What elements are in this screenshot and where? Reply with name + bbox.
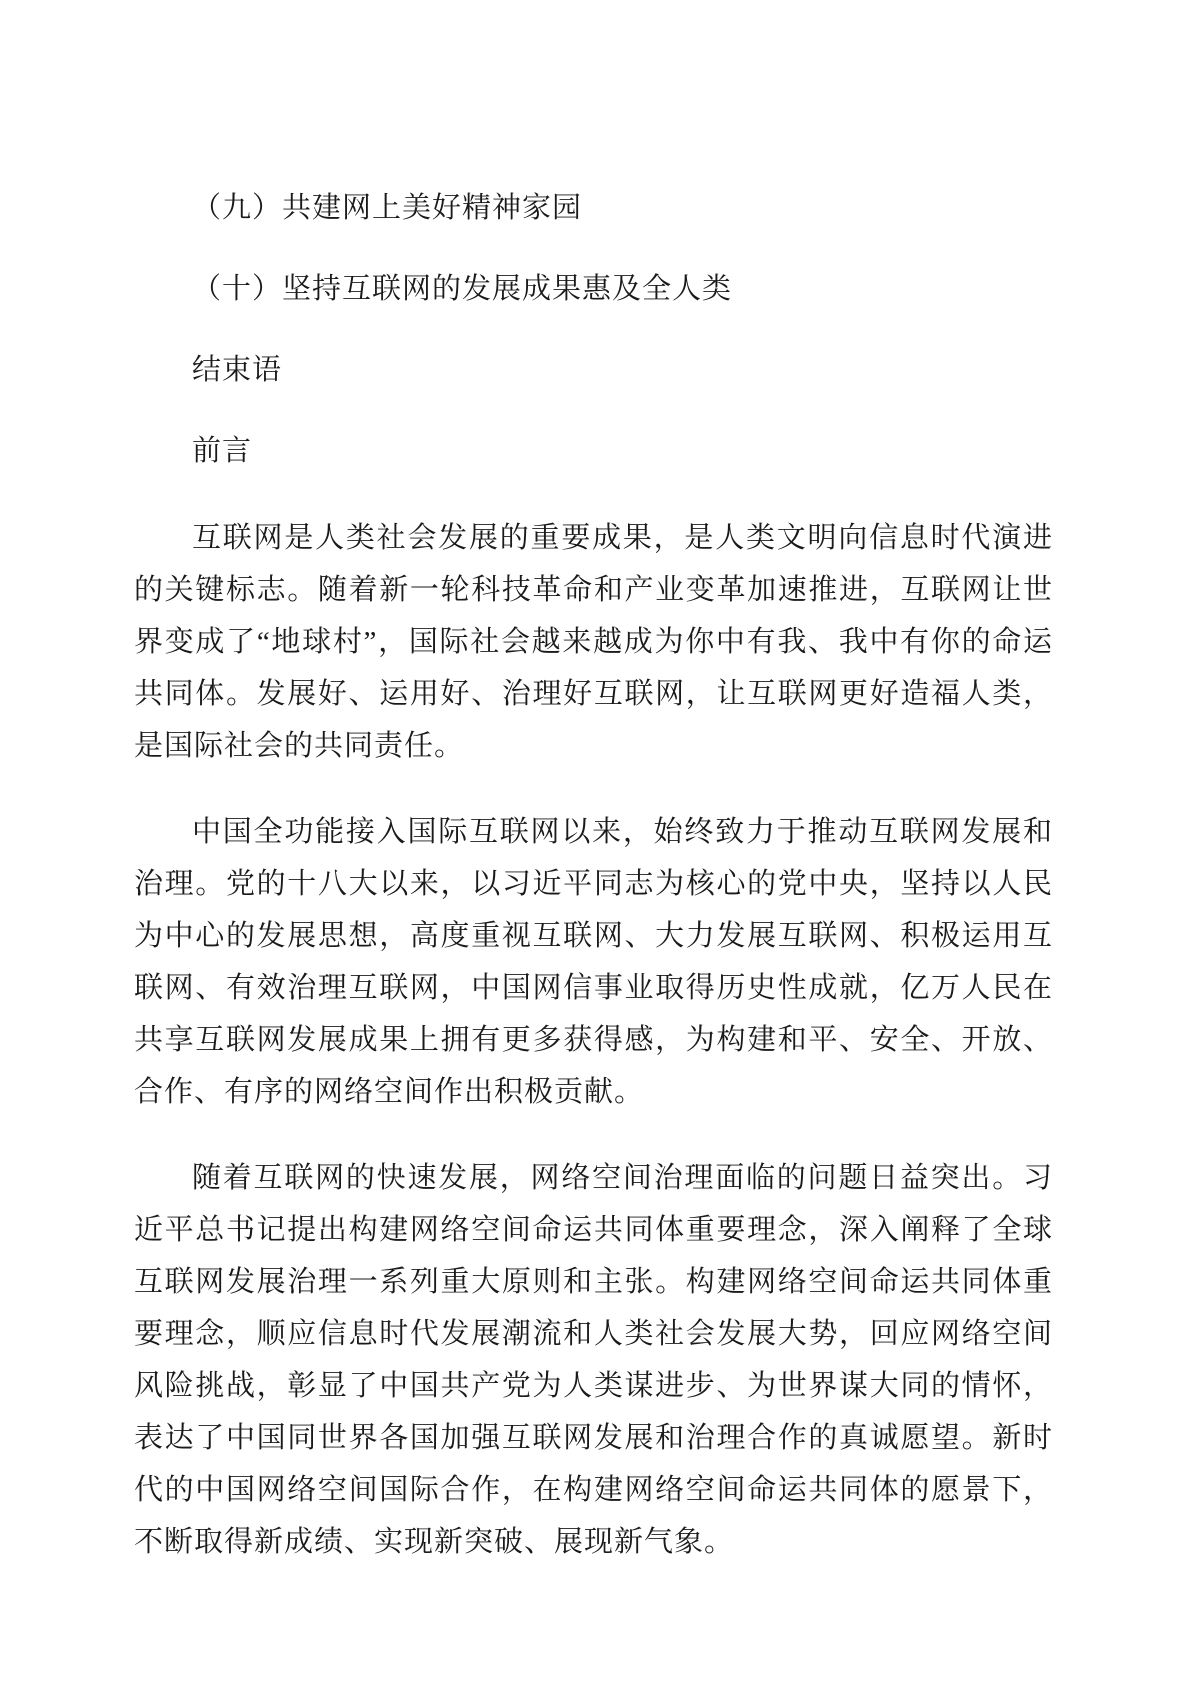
paragraph-2: 中国全功能接入国际互联网以来，始终致力于推动互联网发展和治理。党的十八大以来，以习近平同志为核心的党中央，坚持以人民为中心的发展思想，高度重视互联网、大力发展互联网、积极运用互联网、有效治理互联网，中国网信事业取得历史性成就，亿万人民在共享互联网发展成果上拥有更多获得感，为构建和平、安全、开放、合作、有序的网络空间作出积极贡献。 — [134, 816, 1053, 1108]
paragraph-3: 随着互联网的快速发展，网络空间治理面临的问题日益突出。习近平总书记提出构建网络空间命运共同体重要理念，深入阐释了全球互联网发展治理一系列重大原则和主张。构建网络空间命运共同体重要理念，顺应信息时代发展潮流和人类社会发展大势，回应网络空间风险挑战，彰显了中国共产党为人类谋进步、为世界谋大同的情怀，表达了中国同世界各国加强互联网发展和治理合作的真诚愿望。新时代的中国网络空间国际合作，在构建网络空间命运共同体的愿景下，不断取得新成绩、实现新突破、展现新气象。 — [134, 1162, 1053, 1558]
paragraph-1: 互联网是人类社会发展的重要成果，是人类文明向信息时代演进的关键标志。随着新一轮科技革命和产业变革加速推进，互联网让世界变成了“地球村”，国际社会越来越成为你中有我、我中有你的命运共同体。发展好、运用好、治理好互联网，让互联网更好造福人类，是国际社会的共同责任。 — [134, 522, 1053, 762]
toc-item-ten: （十）坚持互联网的发展成果惠及全人类 — [192, 273, 733, 305]
toc-item-nine: （九）共建网上美好精神家园 — [192, 192, 583, 224]
section-heading-preface: 前言 — [192, 435, 253, 467]
toc-item-conclusion: 结束语 — [192, 354, 283, 386]
